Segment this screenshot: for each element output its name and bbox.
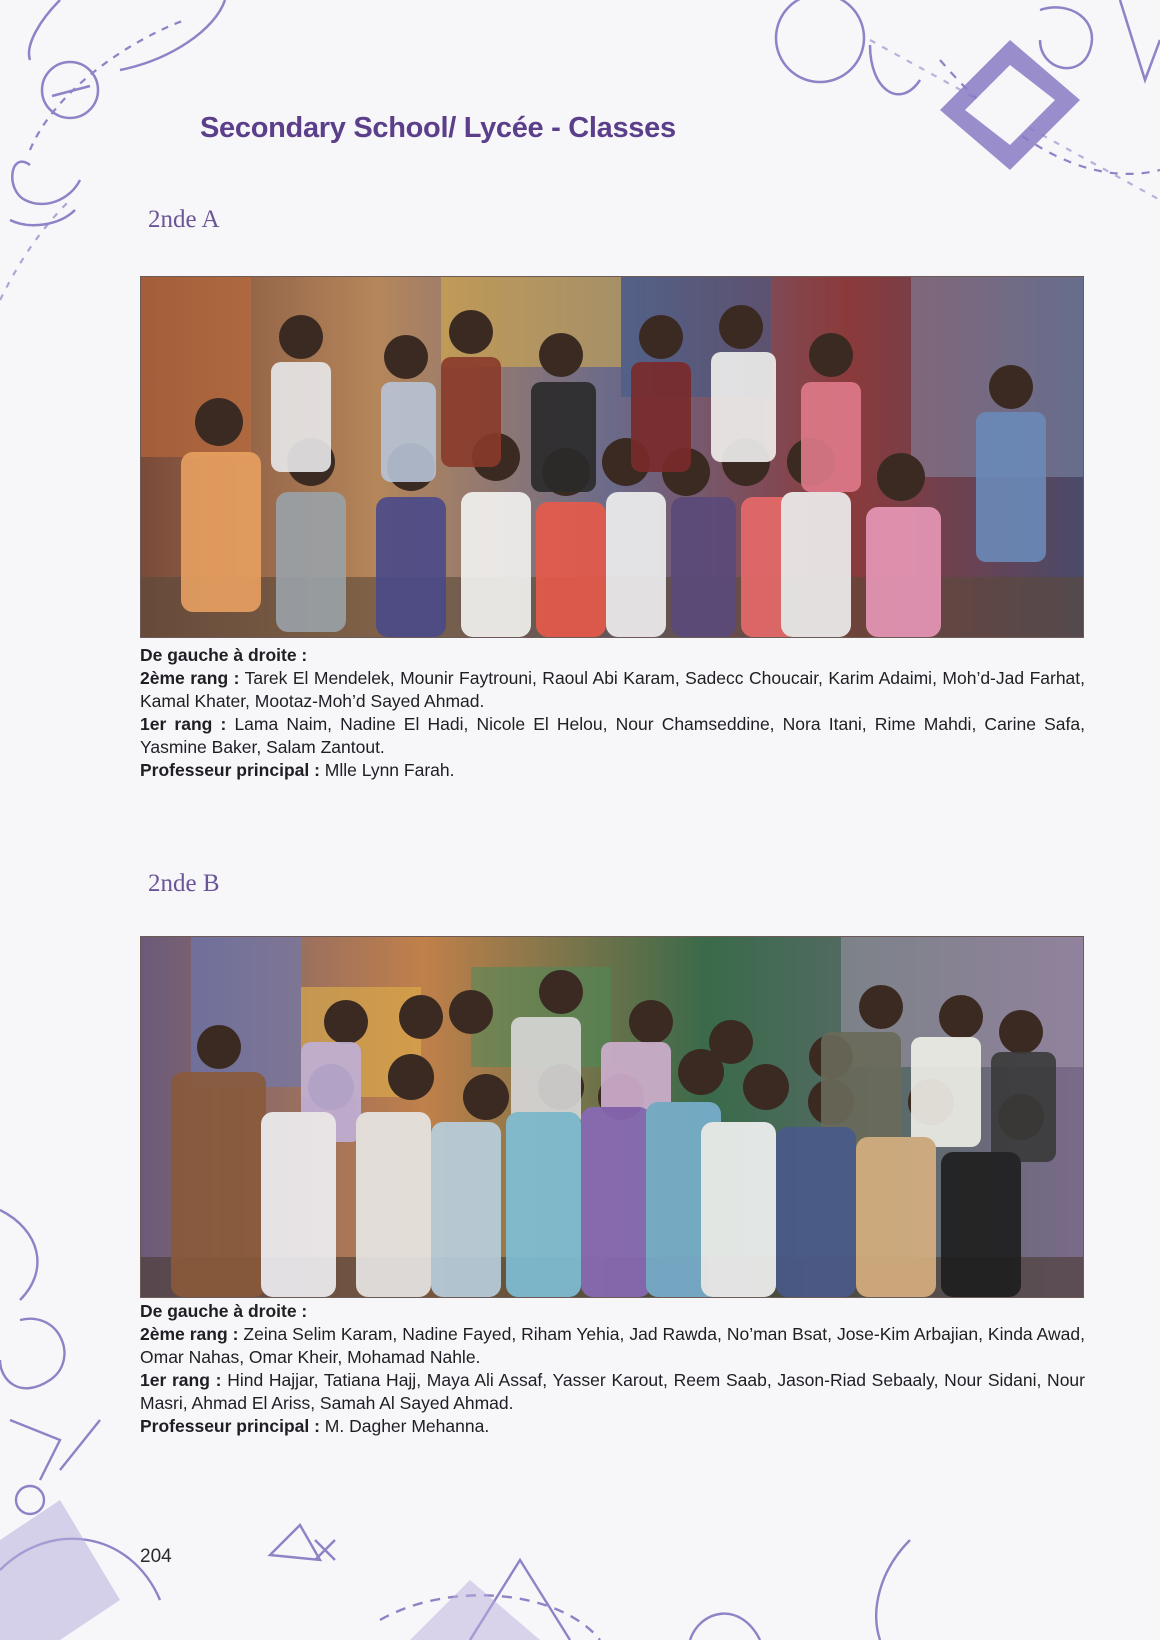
caption-2nde-a bbox=[140, 644, 1085, 782]
row-names-1er-rang: Lama Naim, Nadine El Hadi, Nicole El Helou, Nour Chamseddine, Nora Itani, Rime Mahdi, Carine Safa, Yasmine Baker, Salam Zantout. bbox=[140, 714, 1085, 757]
row-label-2eme-rang: 2ème rang : bbox=[140, 668, 240, 688]
page-number: 204 bbox=[140, 1546, 172, 1567]
row-label-1er-rang: 1er rang : bbox=[140, 1370, 222, 1390]
page-title: Secondary School/ Lycée - Classes bbox=[200, 112, 676, 144]
caption-intro: De gauche à droite : bbox=[140, 1301, 308, 1321]
photo-placeholder-2nde-b bbox=[141, 937, 1083, 1297]
teacher-label: Professeur principal : bbox=[140, 760, 320, 780]
photo-placeholder-2nde-a bbox=[141, 277, 1083, 637]
class-photo-2nde-a bbox=[140, 276, 1084, 638]
teacher-label: Professeur principal : bbox=[140, 1416, 320, 1436]
section-heading-2nde-a: 2nde A bbox=[148, 206, 220, 233]
caption-intro: De gauche à droite : bbox=[140, 645, 308, 665]
caption-2nde-b bbox=[140, 1300, 1085, 1438]
row-names-1er-rang: Hind Hajjar, Tatiana Hajj, Maya Ali Assaf, Yasser Karout, Reem Saab, Jason-Riad Sebaaly, Nour Sidani, Nour Masri, Ahmad El Ariss, Samah Al Sayed Ahmad. bbox=[140, 1370, 1085, 1413]
teacher-name: Mlle Lynn Farah. bbox=[324, 760, 455, 780]
row-label-1er-rang: 1er rang : bbox=[140, 714, 227, 734]
class-photo-2nde-b bbox=[140, 936, 1084, 1298]
row-label-2eme-rang: 2ème rang : bbox=[140, 1324, 239, 1344]
teacher-name: M. Dagher Mehanna. bbox=[324, 1416, 490, 1436]
section-heading-2nde-b: 2nde B bbox=[148, 870, 220, 897]
row-names-2eme-rang: Zeina Selim Karam, Nadine Fayed, Riham Yehia, Jad Rawda, No’man Bsat, Jose-Kim Arbajian, Kinda Awad, Omar Nahas, Omar Kheir, Mohamad Nahle. bbox=[140, 1324, 1085, 1367]
row-names-2eme-rang: Tarek El Mendelek, Mounir Faytrouni, Raoul Abi Karam, Sadecc Choucair, Karim Adaimi, Moh’d-Jad Farhat, Kamal Khater, Mootaz-Moh’d Sayed Ahmad. bbox=[140, 668, 1086, 711]
